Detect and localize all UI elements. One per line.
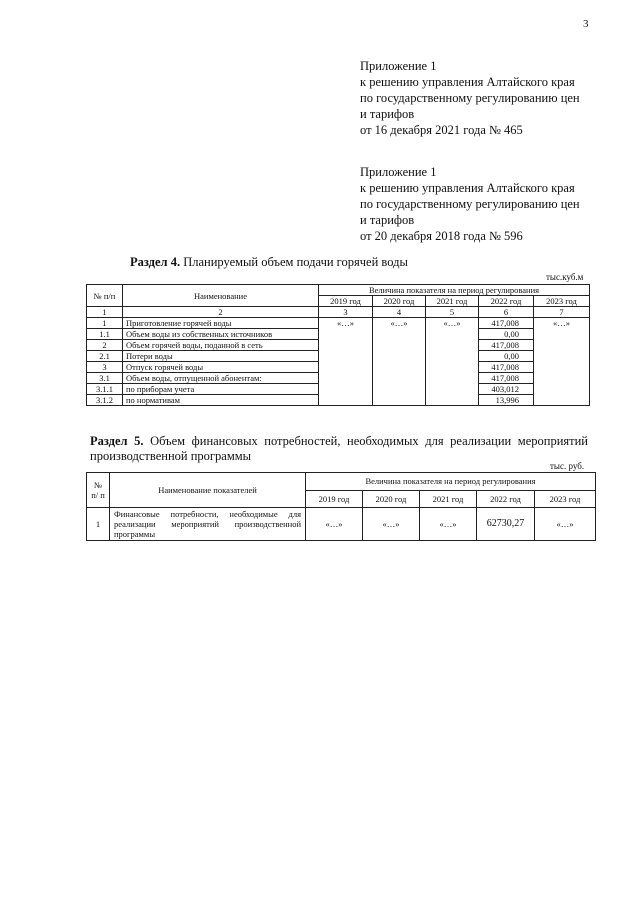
value-2022: 417,008: [479, 340, 534, 351]
row-name: Объем горячей воды, поданной в сеть: [123, 340, 319, 351]
header-year: 2020 год: [363, 490, 420, 508]
header-year: 2020 год: [373, 296, 426, 307]
row-num: 3.1: [87, 373, 123, 384]
appendix-line: к решению управления Алтайского края: [360, 75, 575, 89]
header-year: 2023 год: [535, 490, 596, 508]
row-name: Финансовые потребности, необходимые для реализации мероприятий производственной программы: [110, 508, 306, 541]
header-year: 2022 год: [477, 490, 535, 508]
column-number: 1: [87, 307, 123, 318]
header-name: Наименование: [123, 285, 319, 307]
value-2023: «…»: [535, 508, 596, 541]
column-number: 3: [319, 307, 373, 318]
row-num: 1: [87, 318, 123, 329]
row-num: 2: [87, 340, 123, 351]
appendix-reference-old: [360, 164, 580, 244]
value-2022: 0,00: [479, 329, 534, 340]
value-2022: 62730,27: [477, 508, 535, 541]
appendix-line: Приложение 1: [360, 165, 437, 179]
page-number: 3: [583, 18, 589, 30]
value-2022: 0,00: [479, 351, 534, 362]
header-period: Величина показателя на период регулирования: [306, 473, 596, 491]
financial-needs-table: [86, 472, 596, 541]
section4-title: [130, 255, 408, 270]
section5-heading: Объем финансовых потребностей, необходимых для реализации мероприятий производственной программы: [90, 434, 588, 463]
value-2022: 417,008: [479, 373, 534, 384]
column-number: 5: [426, 307, 479, 318]
header-num: № п/п: [87, 285, 123, 307]
row-name: Отпуск горячей воды: [123, 362, 319, 373]
value-2023-omitted: «…»: [534, 318, 590, 406]
value-2020: «…»: [363, 508, 420, 541]
header-num: № п/ п: [87, 473, 110, 508]
appendix-reference-new: [360, 58, 580, 138]
value-2022: 13,996: [479, 395, 534, 406]
section4-unit: тыс.куб.м: [546, 272, 584, 282]
section5-title: [90, 434, 588, 464]
value-2019-omitted: «…»: [319, 318, 373, 406]
value-2019: «…»: [306, 508, 363, 541]
row-name: по нормативам: [123, 395, 319, 406]
table-row: [87, 318, 590, 329]
appendix-line: от 16 декабря 2021 года № 465: [360, 123, 523, 137]
header-year: 2019 год: [306, 490, 363, 508]
appendix-line: Приложение 1: [360, 59, 437, 73]
row-num: 1: [87, 508, 110, 541]
header-name: Наименование показателей: [110, 473, 306, 508]
header-year: 2023 год: [534, 296, 590, 307]
value-2021: «…»: [420, 508, 477, 541]
row-num: 1.1: [87, 329, 123, 340]
row-num: 3.1.1: [87, 384, 123, 395]
appendix-line: и тарифов: [360, 107, 415, 121]
row-name: Объем воды из собственных источников: [123, 329, 319, 340]
column-number: 7: [534, 307, 590, 318]
table-row: [87, 508, 596, 541]
header-year: 2022 год: [479, 296, 534, 307]
appendix-line: к решению управления Алтайского края: [360, 181, 575, 195]
appendix-line: от 20 декабря 2018 года № 596: [360, 229, 523, 243]
appendix-line: по государственному регулированию цен: [360, 91, 580, 105]
hot-water-volume-table: [86, 284, 590, 406]
value-2020-omitted: «…»: [373, 318, 426, 406]
value-2022: 417,008: [479, 362, 534, 373]
appendix-line: и тарифов: [360, 213, 415, 227]
section5-unit: тыс. руб.: [550, 461, 585, 471]
value-2021-omitted: «…»: [426, 318, 479, 406]
header-year: 2021 год: [426, 296, 479, 307]
section5-label: Раздел 5.: [90, 434, 144, 448]
header-period: Величина показателя на период регулирования: [319, 285, 590, 296]
row-name: Потери воды: [123, 351, 319, 362]
section4-heading: Планируемый объем подачи горячей воды: [180, 255, 408, 269]
appendix-line: по государственному регулированию цен: [360, 197, 580, 211]
value-2022: 403,012: [479, 384, 534, 395]
row-num: 2.1: [87, 351, 123, 362]
value-2022: 417,008: [479, 318, 534, 329]
row-name: Приготовление горячей воды: [123, 318, 319, 329]
header-year: 2019 год: [319, 296, 373, 307]
column-number: 6: [479, 307, 534, 318]
row-num: 3: [87, 362, 123, 373]
row-num: 3.1.2: [87, 395, 123, 406]
row-name: по приборам учета: [123, 384, 319, 395]
section4-label: Раздел 4.: [130, 255, 181, 269]
header-year: 2021 год: [420, 490, 477, 508]
column-number: 4: [373, 307, 426, 318]
row-name: Объем воды, отпущенной абонентам:: [123, 373, 319, 384]
column-number: 2: [123, 307, 319, 318]
